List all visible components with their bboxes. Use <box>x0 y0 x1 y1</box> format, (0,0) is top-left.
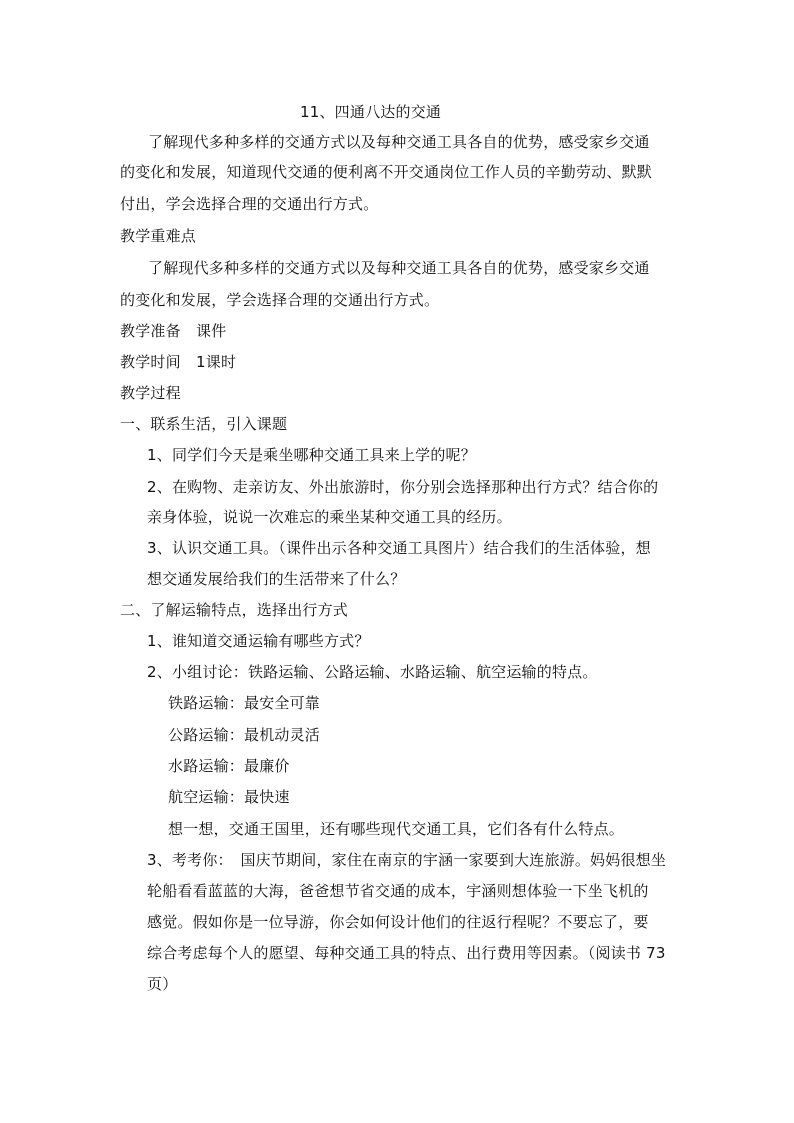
section-1-line: 1、同学们今天是乘坐哪种交通工具来上学的呢？ <box>147 446 476 464</box>
section-2-line: 2、小组讨论：铁路运输、公路运输、水路运输、航空运输的特点。 <box>147 663 598 681</box>
section-1-line: 3、认识交通工具。（课件出示各种交通工具图片）结合我们的生活体验，想 <box>147 539 651 557</box>
section-2-line: 1、谁知道交通运输有哪些方式？ <box>147 632 370 650</box>
section-2-line: 3、考考你： 国庆节期间，家住在南京的宇涵一家要到大连旅游。妈妈很想坐 <box>147 851 667 869</box>
objective-line-2: 的变化和发展，知道现代交通的便利离不开交通岗位工作人员的辛勤劳动、默默 <box>120 163 653 181</box>
section-2-line: 页） <box>147 975 178 993</box>
section-2-line: 综合考虑每个人的愿望、每种交通工具的特点、出行费用等因素。（阅读书 73 <box>147 944 666 962</box>
objective-line-3: 付出，学会选择合理的交通出行方式。 <box>120 195 379 213</box>
document-title: 11、四通八达的交通 <box>300 103 442 121</box>
preparation-line: 教学准备 课件 <box>120 322 227 340</box>
transport-railway: 铁路运输：最安全可靠 <box>168 694 321 712</box>
transport-water: 水路运输：最廉价 <box>168 757 290 775</box>
section-1-line: 亲身体验，说说一次难忘的乘坐某种交通工具的经历。 <box>147 508 512 526</box>
section-2-line: 想一想，交通王国里，还有哪些现代交通工具，它们各有什么特点。 <box>168 820 625 838</box>
section-1-line: 2、在购物、走亲访友、外出旅游时，你分别会选择那种出行方式？结合你的 <box>147 478 659 496</box>
process-heading: 教学过程 <box>120 384 181 402</box>
section-1-heading: 一、联系生活，引入课题 <box>120 415 288 433</box>
section-2-line: 轮船看看蓝蓝的大海，爸爸想节省交通的成本，宇涵则想体验一下坐飞机的 <box>147 882 649 900</box>
transport-road: 公路运输：最机动灵活 <box>168 726 321 744</box>
section-1-line: 想交通发展给我们的生活带来了什么？ <box>147 570 406 588</box>
key-points-line-1: 了解现代多种多样的交通方式以及每种交通工具各自的优势，感受家乡交通 <box>148 259 650 277</box>
section-2-heading: 二、了解运输特点，选择出行方式 <box>120 601 349 619</box>
key-points-heading: 教学重难点 <box>120 227 197 245</box>
key-points-line-2: 的变化和发展，学会选择合理的交通出行方式。 <box>120 291 440 309</box>
time-line: 教学时间 1课时 <box>120 353 237 371</box>
transport-air: 航空运输：最快速 <box>168 788 290 806</box>
objective-line-1: 了解现代多种多样的交通方式以及每种交通工具各自的优势，感受家乡交通 <box>148 133 650 151</box>
section-2-line: 感觉。假如你是一位导游，你会如何设计他们的往返行程呢？不要忘了，要 <box>147 913 649 931</box>
